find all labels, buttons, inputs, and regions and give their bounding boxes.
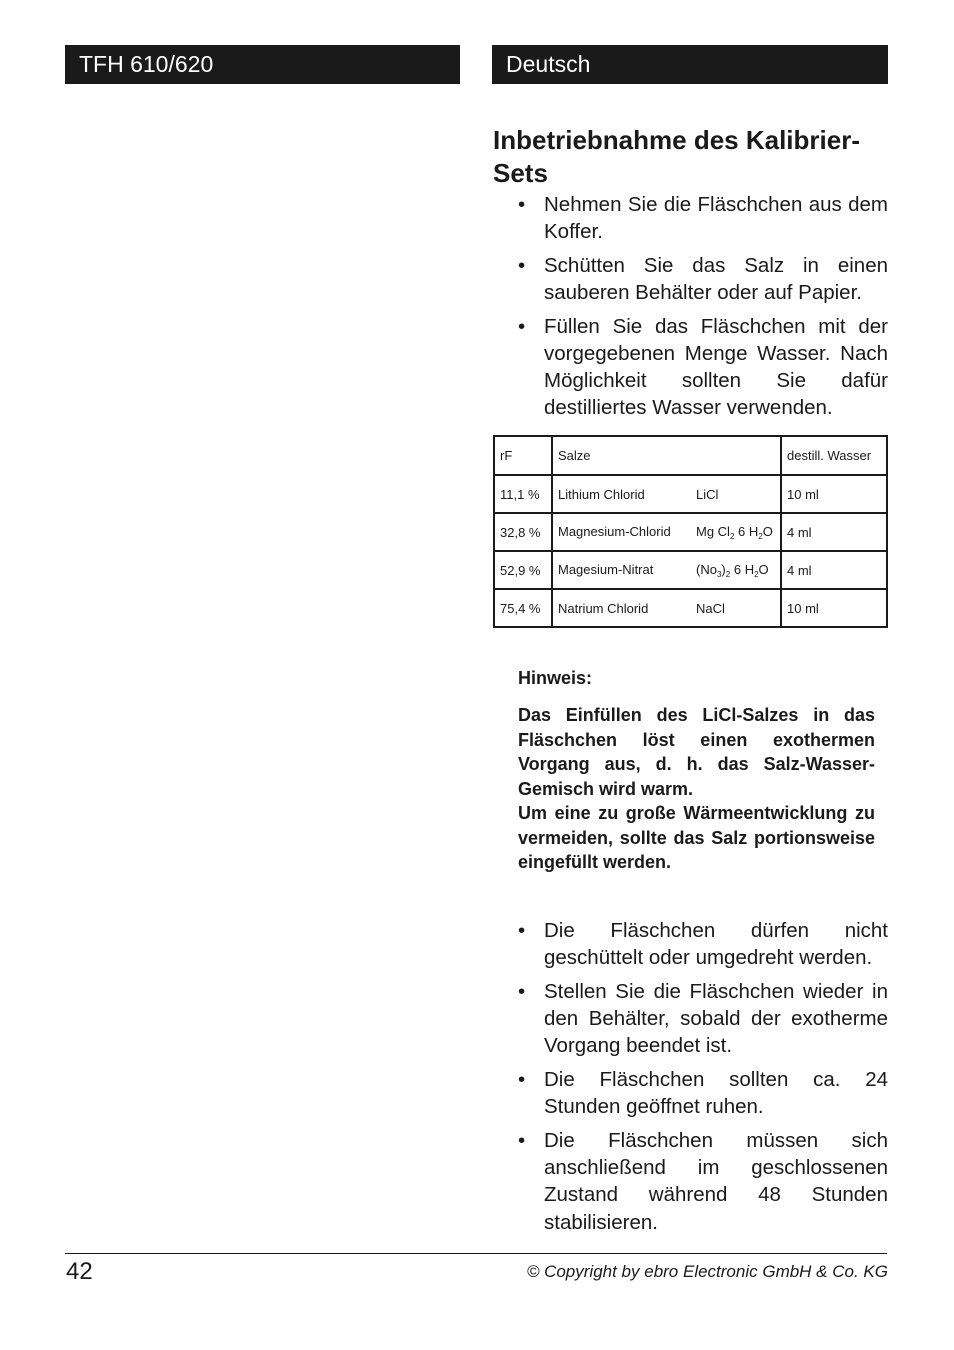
cell-water: 10 ml: [781, 475, 887, 513]
note-title: Hinweis:: [518, 668, 593, 688]
list-item-text: Schütten Sie das Salz in einen sauberen Behälter oder auf Papier.: [544, 253, 888, 305]
table-row: [494, 551, 887, 589]
copyright-notice: © Copyright by ebro Electronic GmbH & Co. KG: [526, 1262, 888, 1281]
language-header: Deutsch: [492, 45, 888, 84]
salt-name: Lithium Chlorid: [558, 486, 645, 502]
cell-salt: [552, 551, 781, 589]
header-water: destill. Wasser: [781, 436, 887, 475]
bullet-icon: •: [518, 314, 526, 338]
cell-rf: 75,4 %: [494, 589, 552, 627]
cell-rf: 11,1 %: [494, 475, 552, 513]
salt-formula: LiCl: [696, 486, 719, 502]
list-item: [518, 313, 888, 422]
bullet-icon: •: [518, 1068, 526, 1092]
cell-water: 10 ml: [781, 589, 887, 627]
list-item-text: Füllen Sie das Fläschchen mit der vorgegebenen Menge Wasser. Nach Möglichkeit sollten Sie dafür destilliertes Wasser verwenden.: [544, 314, 888, 420]
cell-rf: 32,8 %: [494, 513, 552, 551]
table-row: [494, 475, 887, 513]
list-item-text: Die Fläschchen sollten ca. 24 Stunden geöffnet ruhen.: [544, 1068, 888, 1119]
list-item: [518, 1127, 888, 1236]
handling-steps-list: [518, 917, 888, 1242]
footer-divider: [65, 1253, 887, 1254]
note-body: [518, 703, 875, 875]
cell-salt: [552, 513, 781, 551]
bullet-icon: •: [518, 1128, 526, 1152]
page-number: 42: [66, 1258, 93, 1285]
salt-formula: $(No_3)_2$ 6 $H_2O$: [696, 561, 769, 579]
section-title: [493, 124, 893, 190]
salt-formula: NaCl: [696, 600, 725, 616]
table-row: [494, 589, 887, 627]
cell-water: 4 ml: [781, 551, 887, 589]
list-item: [518, 1066, 888, 1120]
note-paragraph: Um eine zu große Wärmeentwicklung zu vermeiden, sollte das Salz portionsweise eingefüllt werden.: [518, 803, 875, 872]
salt-table: [493, 435, 888, 628]
list-item-text: Die Fläschchen dürfen nicht geschüttelt oder umgedreht werden.: [544, 919, 888, 970]
setup-steps-list: [518, 191, 888, 428]
table-row: [494, 513, 887, 551]
cell-water: 4 ml: [781, 513, 887, 551]
list-item-text: Nehmen Sie die Fläschchen aus dem Koffer.: [544, 193, 888, 244]
bullet-icon: •: [518, 193, 526, 216]
list-item-text: Stellen Sie die Fläschchen wieder in den Behälter, sobald der exotherme Vorgang beendet ist.: [544, 979, 888, 1058]
cell-salt: [552, 475, 781, 513]
bullet-icon: •: [518, 919, 526, 942]
list-item: [518, 191, 888, 245]
bullet-icon: •: [518, 979, 526, 1003]
list-item: [518, 978, 888, 1060]
cell-rf: 52,9 %: [494, 551, 552, 589]
salt-name: Magesium-Nitrat: [558, 561, 654, 577]
salt-name: Natrium Chlorid: [558, 600, 649, 616]
section-title-line1: Inbetriebnahme des Kalibrier-: [493, 125, 860, 155]
table-header-row: [494, 436, 887, 475]
list-item: [518, 252, 888, 306]
cell-salt: [552, 589, 781, 627]
header-salze: Salze: [552, 436, 781, 475]
bullet-icon: •: [518, 253, 526, 277]
salt-formula: Mg $Cl_2$ 6 $H_2O$: [696, 523, 773, 541]
list-item: [518, 917, 888, 971]
section-title-line2: Sets: [493, 158, 548, 188]
header-rf: rF: [494, 436, 552, 475]
salt-name: Magnesium-Chlorid: [558, 523, 671, 539]
model-header: TFH 610/620: [65, 45, 460, 84]
note-paragraph: Das Einfüllen des LiCl-Salzes in das Fläschchen löst einen exothermen Vorgang aus, d. h. das Salz-Wasser-Gemisch wird warm.: [518, 705, 875, 799]
list-item-text: Die Fläschchen müssen sich anschließend im geschlossenen Zustand während 48 Stunden stabilisieren.: [544, 1128, 888, 1234]
